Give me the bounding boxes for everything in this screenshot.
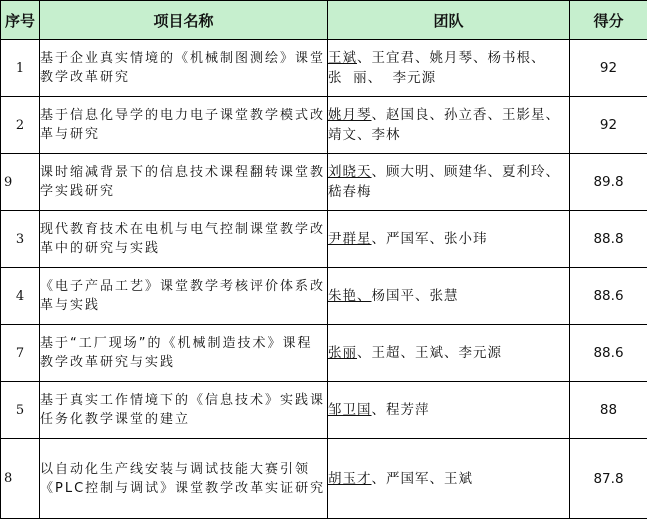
table-row (1, 40, 647, 97)
cell-score[interactable]: 92 (570, 40, 647, 97)
header-team[interactable]: 团队 (328, 1, 570, 40)
team-members: 、王超、王斌、李元源 (357, 345, 502, 361)
cell-score[interactable]: 88.6 (570, 268, 647, 325)
cell-seq[interactable]: 8 (1, 439, 40, 519)
cell-seq[interactable]: 4 (1, 268, 40, 325)
team-lead: 王斌 (328, 50, 357, 66)
table-row (1, 268, 647, 325)
cell-score[interactable]: 92 (570, 97, 647, 154)
cell-score[interactable]: 87.8 (570, 439, 647, 519)
cell-score[interactable]: 88 (570, 382, 647, 439)
team-lead: 朱艳、 (328, 288, 372, 304)
header-row (1, 1, 647, 40)
cell-project-name[interactable] (40, 211, 328, 268)
cell-seq[interactable]: 3 (1, 211, 40, 268)
table-row (1, 325, 647, 382)
team-members: 、王宜君、姚月琴、杨书根、 张 丽、 李元源 (328, 50, 557, 86)
cell-project-name[interactable] (40, 40, 328, 97)
cell-project-name[interactable] (40, 382, 328, 439)
project-name-text: 以自动化生产线安装与调试技能大赛引领《PLC控制与调试》课堂教学改革实证研究 (40, 461, 326, 496)
project-name-text: 课时缩减背景下的信息技术课程翻转课堂教学实践研究 (40, 165, 326, 199)
table-row (1, 382, 647, 439)
cell-score[interactable]: 88.8 (570, 211, 647, 268)
header-project-name[interactable]: 项目名称 (40, 1, 328, 40)
team-lead: 胡玉才 (328, 470, 372, 487)
team-members: 、顾大明、顾建华、夏利玲、嵇春梅 (328, 164, 560, 200)
table-row (1, 439, 647, 519)
cell-team[interactable] (328, 268, 570, 325)
cell-score[interactable]: 89.8 (570, 154, 647, 211)
cell-project-name[interactable] (40, 97, 328, 154)
cell-seq[interactable]: 7 (1, 325, 40, 382)
cell-seq[interactable]: 9 (1, 154, 40, 211)
cell-team[interactable] (328, 325, 570, 382)
cell-seq[interactable]: 1 (1, 40, 40, 97)
project-name-text: 基于企业真实情境的《机械制图测绘》课堂教学改革研究 (40, 51, 326, 85)
header-seq[interactable]: 序号 (1, 1, 40, 40)
cell-project-name[interactable] (40, 154, 328, 211)
header-score[interactable]: 得分 (570, 1, 647, 40)
project-name-text: 基于“工厂现场”的《机械制造技术》课程教学改革研究与实践 (40, 336, 313, 370)
cell-seq[interactable]: 2 (1, 97, 40, 154)
project-name-text: 基于信息化导学的电力电子课堂教学模式改革与研究 (40, 108, 326, 142)
team-members: 、严国军、张小玮 (371, 231, 488, 247)
table-row (1, 211, 647, 268)
team-lead: 姚月琴 (328, 107, 372, 123)
cell-project-name[interactable] (40, 439, 328, 519)
team-members: 杨国平、张慧 (371, 288, 459, 304)
cell-team[interactable] (328, 154, 570, 211)
table-row (1, 154, 647, 211)
cell-score[interactable]: 88.6 (570, 325, 647, 382)
project-name-text: 现代教育技术在电机与电气控制课堂教学改革中的研究与实践 (40, 222, 326, 256)
team-lead: 张丽 (328, 345, 357, 361)
team-members: 、赵国良、孙立香、王影星、靖文、李林 (328, 107, 560, 143)
team-lead: 刘晓天 (328, 164, 372, 180)
cell-team[interactable] (328, 40, 570, 97)
team-lead: 尹群星 (328, 231, 372, 247)
cell-team[interactable] (328, 382, 570, 439)
table-row (1, 97, 647, 154)
cell-team[interactable] (328, 211, 570, 268)
cell-team[interactable] (328, 439, 570, 519)
project-name-text: 基于真实工作情境下的《信息技术》实践课任务化教学课堂的建立 (40, 393, 326, 427)
team-members: 、程芳萍 (371, 402, 430, 418)
team-members: 、严国军、王斌 (371, 470, 473, 487)
cell-team[interactable] (328, 97, 570, 154)
cell-project-name[interactable] (40, 268, 328, 325)
team-lead: 邹卫国 (328, 402, 372, 418)
cell-project-name[interactable] (40, 325, 328, 382)
cell-seq[interactable]: 5 (1, 382, 40, 439)
project-name-text: 《电子产品工艺》课堂教学考核评价体系改革与实践 (40, 279, 326, 313)
